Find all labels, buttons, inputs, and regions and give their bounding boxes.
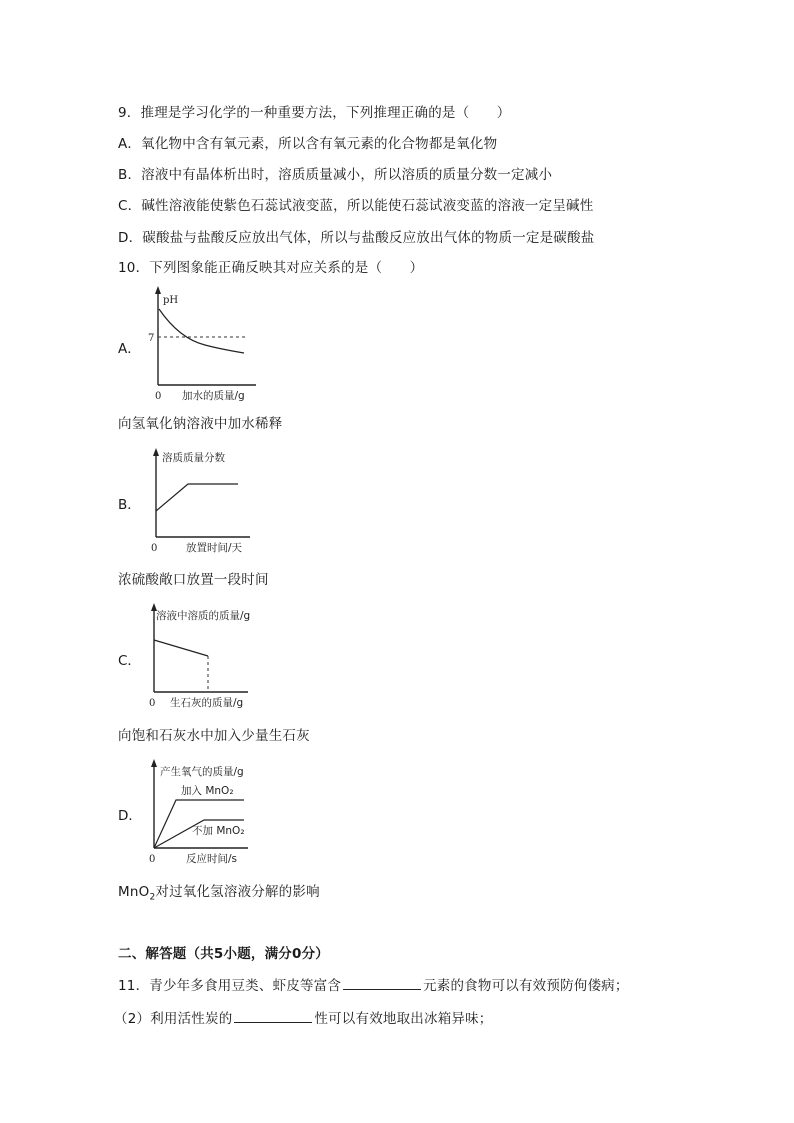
question-11-text-1a: 11．青少年多食用豆类、虾皮等富含	[118, 978, 342, 994]
question-11-line-1	[118, 975, 629, 996]
graph-a-label: A．	[118, 341, 141, 357]
graph-a-svg	[140, 285, 270, 403]
graph-c-svg	[140, 602, 270, 714]
question-10-stem: 10．下列图象能正确反映其对应关系的是（ ）	[118, 260, 424, 276]
question-9-option-d: D．碳酸盐与盐酸反应放出气体，所以与盐酸反应放出气体的物质一定是碳酸盐	[118, 230, 595, 246]
question-11-text-1b: 元素的食物可以有效预防佝偻病；	[423, 978, 629, 994]
section-2-heading: 二、解答题（共5小题，满分0分）	[118, 946, 329, 962]
graph-c-x-label: 生石灰的质量/g	[170, 697, 244, 709]
graph-a-y-tick: 7	[148, 333, 155, 344]
graph-b-y-label: 溶质质量分数	[162, 452, 225, 464]
graph-c-curve	[154, 640, 208, 656]
graph-c-y-label: 溶液中溶质的质量/g	[156, 610, 251, 622]
graph-d-caption	[118, 882, 320, 908]
graph-b-svg	[140, 445, 270, 557]
graph-d-origin: 0	[149, 854, 156, 865]
graph-a-y-label: pH	[163, 295, 179, 306]
question-11-text-2b: 性可以有效地取出冰箱异味；	[314, 1011, 493, 1027]
question-11-blank-2[interactable]	[234, 1008, 312, 1023]
question-11-line-2	[114, 1008, 493, 1029]
graph-b-caption: 浓硫酸敞口放置一段时间	[118, 572, 269, 588]
graph-a-x-label: 加水的质量/g	[182, 390, 245, 402]
graph-b	[140, 445, 270, 561]
question-9-stem: 9．推理是学习化学的一种重要方法，下列推理正确的是（ ）	[118, 105, 511, 121]
question-9-option-a: A．氧化物中含有氧元素，所以含有氧元素的化合物都是氧化物	[118, 136, 498, 152]
graph-d-caption-text: 对过氧化氢溶液分解的影响	[155, 884, 320, 900]
question-9-option-c: C．碱性溶液能使紫色石蕊试液变蓝，所以能使石蕊试液变蓝的溶液一定呈碱性	[118, 198, 594, 214]
graph-d-label: D．	[118, 808, 142, 824]
graph-b-x-label: 放置时间/天	[186, 542, 243, 554]
graph-c-caption: 向饱和石灰水中加入少量生石灰	[118, 728, 310, 744]
graph-a-curve	[159, 309, 244, 353]
question-11-text-2a: （2）利用活性炭的	[114, 1011, 233, 1027]
graph-d-curve2-label: 不加 MnO₂	[192, 825, 245, 837]
graph-b-curve	[156, 484, 238, 511]
graph-d	[140, 758, 270, 874]
graph-c	[140, 602, 270, 718]
graph-a-caption: 向氢氧化钠溶液中加水稀释	[118, 416, 283, 432]
graph-d-caption-formula: MnO	[118, 884, 150, 900]
question-11-blank-1[interactable]	[343, 975, 421, 990]
graph-d-y-label: 产生氧气的质量/g	[160, 766, 244, 778]
question-9-option-b: B．溶液中有晶体析出时，溶质质量减小，所以溶质的质量分数一定减小	[118, 167, 553, 183]
graph-d-x-label: 反应时间/s	[186, 853, 238, 865]
graph-d-curve1-label: 加入 MnO₂	[181, 785, 234, 797]
graph-d-svg	[140, 758, 270, 870]
graph-b-label: B．	[118, 497, 141, 513]
graph-c-origin: 0	[149, 698, 156, 709]
graph-a	[140, 285, 270, 407]
graph-b-y-arrow	[153, 448, 159, 456]
graph-c-label: C．	[118, 653, 141, 669]
graph-a-origin: 0	[155, 391, 162, 402]
graph-d-caption-subscript: 2	[149, 892, 156, 903]
graph-b-origin: 0	[151, 543, 158, 554]
graph-d-y-arrow	[151, 759, 157, 767]
graph-a-y-arrow	[155, 286, 161, 294]
